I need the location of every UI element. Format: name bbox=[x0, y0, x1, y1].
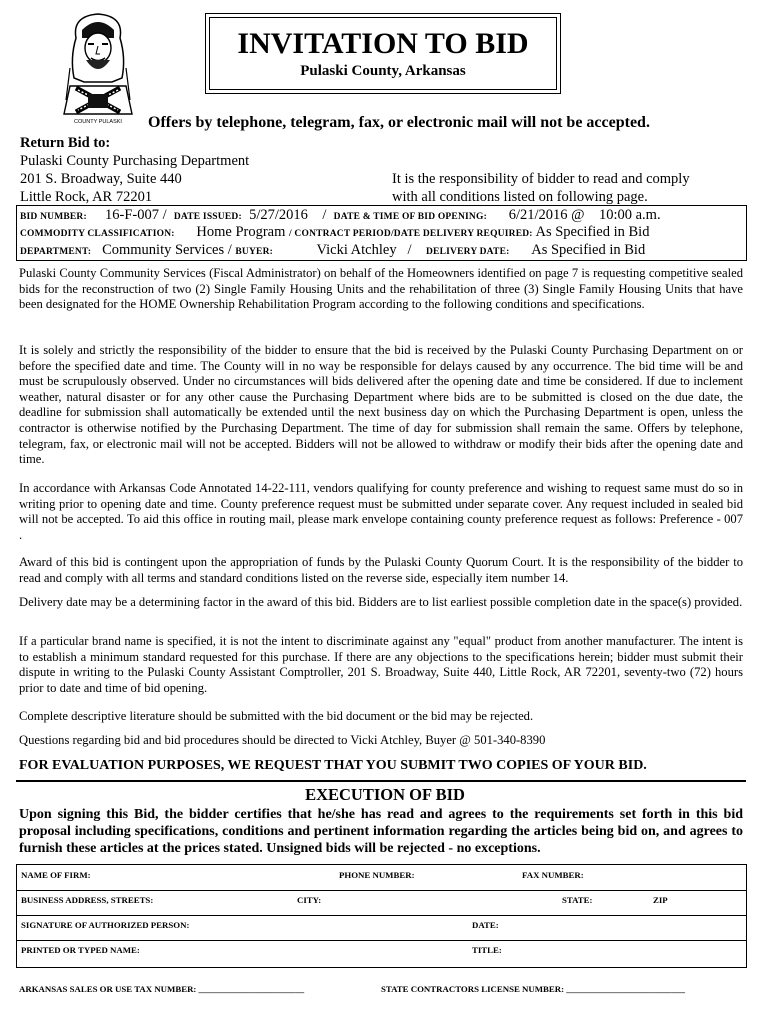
delivery-date: As Specified in Bid bbox=[531, 242, 646, 258]
contract-period-label: / CONTRACT PERIOD/DATE DELIVERY REQUIRED: bbox=[289, 229, 533, 239]
separator: / bbox=[322, 207, 327, 223]
delivery-date-label: DELIVERY DATE: bbox=[425, 247, 510, 257]
document-title: INVITATION TO BID bbox=[237, 27, 529, 60]
execution-text: Upon signing this Bid, the bidder certifies that he/she has read and agrees to the requirements set forth in this bid proposal including specifications, conditions and pertinent information regarding the articles being bid on, and agrees to furnish these articles at the prices stated. Unsigned bids will be rejected - no exceptions. bbox=[19, 807, 743, 856]
city-field[interactable]: CITY: bbox=[297, 895, 322, 905]
paragraph: Complete descriptive literature should be submitted with the bid document or the bid may be rejected. bbox=[19, 709, 534, 723]
paragraph: Delivery date may be a determining factor in the award of this bid. Bidders are to list earliest possible completion date in the space(s) provided. bbox=[19, 595, 743, 609]
form-row bbox=[17, 865, 746, 891]
responsibility-note: It is the responsibility of bidder to read and comply bbox=[392, 171, 690, 187]
responsibility-note: with all conditions listed on following page. bbox=[392, 189, 648, 205]
contractors-license-field[interactable]: STATE CONTRACTORS LICENSE NUMBER: ___________________________ bbox=[381, 984, 686, 994]
return-address-line: Pulaski County Purchasing Department bbox=[20, 153, 250, 169]
date-issued: 5/27/2016 bbox=[249, 207, 308, 223]
state-field[interactable]: STATE: bbox=[562, 895, 593, 905]
offers-notice: Offers by telephone, telegram, fax, or electronic mail will not be accepted. bbox=[148, 114, 650, 131]
return-address-line: Little Rock, AR 72201 bbox=[20, 189, 153, 205]
sales-tax-number-field[interactable]: ARKANSAS SALES OR USE TAX NUMBER: ________________________ bbox=[19, 984, 305, 994]
bid-info-box bbox=[16, 205, 747, 261]
paragraph: Pulaski County Community Services (Fiscal Administrator) on behalf of the Homeowners identified on page 7 is requesting competitive sealed bids for the reconstruction of two (2) Single Family Housing Units and the rehabilitation of three (3) Single Family Housing Units that have been designated for the HOME Ownership Rehabilitation Program according to the following conditions and specifications. bbox=[19, 266, 743, 312]
buyer-label: BUYER: bbox=[235, 247, 273, 257]
commodity-label: COMMODITY CLASSIFICATION: bbox=[20, 229, 175, 239]
bid-info-row-3 bbox=[20, 242, 645, 259]
document-subtitle: Pulaski County, Arkansas bbox=[300, 63, 466, 79]
buyer: Vicki Atchley / bbox=[316, 242, 412, 258]
date-issued-label: DATE ISSUED: bbox=[173, 212, 242, 222]
bid-info-row-2 bbox=[20, 224, 649, 241]
paragraph: It is solely and strictly the responsibility of the bidder to ensure that the bid is received by the Pulaski County Purchasing Department on or before the specified date and time. The County will in no way be responsible for delays caused by any occurrence. The bid time will be and must be scrupulously observed. Under no circumstances will bids delivered after the opening date and time be considered. If due to inclement weather, natural disaster or for any other cause the Purchasing Department where bids are to be submitted is closed on the due date, the deadline for submission shall automatically be extended until the next business day on which the Purchasing Department is open, unless the contractor is otherwise notified by the Purchasing Department. The time of day for submission shall remain the same. Offers by telephone, telegram, fax, or electronic mail will not be accepted. Bidders will not be allowed to withdraw or modify their bids after the opening date and time. bbox=[19, 343, 743, 467]
zip-field[interactable]: ZIP bbox=[653, 895, 668, 905]
divider bbox=[16, 780, 746, 782]
bid-number: 16-F-007 / bbox=[104, 207, 167, 223]
title-box bbox=[205, 13, 561, 94]
evaluation-notice: FOR EVALUATION PURPOSES, WE REQUEST THAT YOU SUBMIT TWO COPIES OF YOUR BID. bbox=[19, 758, 647, 773]
department-label: DEPARTMENT: bbox=[20, 247, 92, 257]
paragraph: Questions regarding bid and bid procedures should be directed to Vicki Atchley, Buyer @ 501-340-8390 bbox=[19, 733, 546, 747]
date-field[interactable]: DATE: bbox=[472, 920, 499, 930]
bidder-form bbox=[16, 864, 747, 968]
name-of-firm-field[interactable]: NAME OF FIRM: bbox=[21, 870, 91, 880]
bid-opening-label: DATE & TIME OF BID OPENING: bbox=[333, 212, 487, 222]
bid-info-row-1 bbox=[20, 207, 661, 224]
seal-caption: COUNTY PULASKI bbox=[74, 119, 122, 125]
phone-number-field[interactable]: PHONE NUMBER: bbox=[339, 870, 415, 880]
return-bid-label: Return Bid to: bbox=[20, 135, 111, 151]
execution-title: EXECUTION OF BID bbox=[305, 785, 465, 804]
form-row bbox=[17, 890, 746, 916]
business-address-field[interactable]: BUSINESS ADDRESS, STREETS: bbox=[21, 895, 154, 905]
printed-name-field[interactable]: PRINTED OR TYPED NAME: bbox=[21, 945, 140, 955]
paragraph: Award of this bid is contingent upon the appropriation of funds by the Pulaski County Quorum Court. It is the responsibility of the bidder to read and comply with all terms and standard conditions listed on the reverse side, especially item number 14. bbox=[19, 555, 743, 585]
bid-number-label: BID NUMBER: bbox=[20, 212, 87, 222]
form-row bbox=[17, 915, 746, 941]
bid-opening: 6/21/2016 @ 10:00 a.m. bbox=[508, 207, 661, 223]
form-row bbox=[17, 940, 746, 965]
fax-number-field[interactable]: FAX NUMBER: bbox=[522, 870, 584, 880]
paragraph: In accordance with Arkansas Code Annotated 14-22-111, vendors qualifying for county preference and wishing to request same must do so in writing prior to opening date and time. County preference request must be submitted under separate cover. Any request included in sealed bid will not be accepted. To aid this office in routing mail, please mark envelope containing county preference request as follows: Preference - 007 . bbox=[19, 481, 743, 542]
title-field[interactable]: TITLE: bbox=[472, 945, 502, 955]
department: Community Services / bbox=[102, 242, 232, 258]
contract-period: As Specified in Bid bbox=[535, 224, 650, 240]
commodity: Home Program bbox=[196, 224, 286, 240]
signature-field[interactable]: SIGNATURE OF AUTHORIZED PERSON: bbox=[21, 920, 190, 930]
county-seal bbox=[62, 8, 134, 132]
paragraph: If a particular brand name is specified, it is not the intent to discriminate against any "equal" product from another manufacturer. The intent is to establish a minimum standard requested for this purchase. If there are any objections to the specifications herein; bidder must submit their dispute in writing to the Pulaski County Assistant Comptroller, 201 S. Broadway, Suite 440, Little Rock, AR 72201, seventy-two (72) hours prior to date and time of bid opening. bbox=[19, 634, 743, 695]
return-address-line: 201 S. Broadway, Suite 440 bbox=[20, 171, 182, 187]
